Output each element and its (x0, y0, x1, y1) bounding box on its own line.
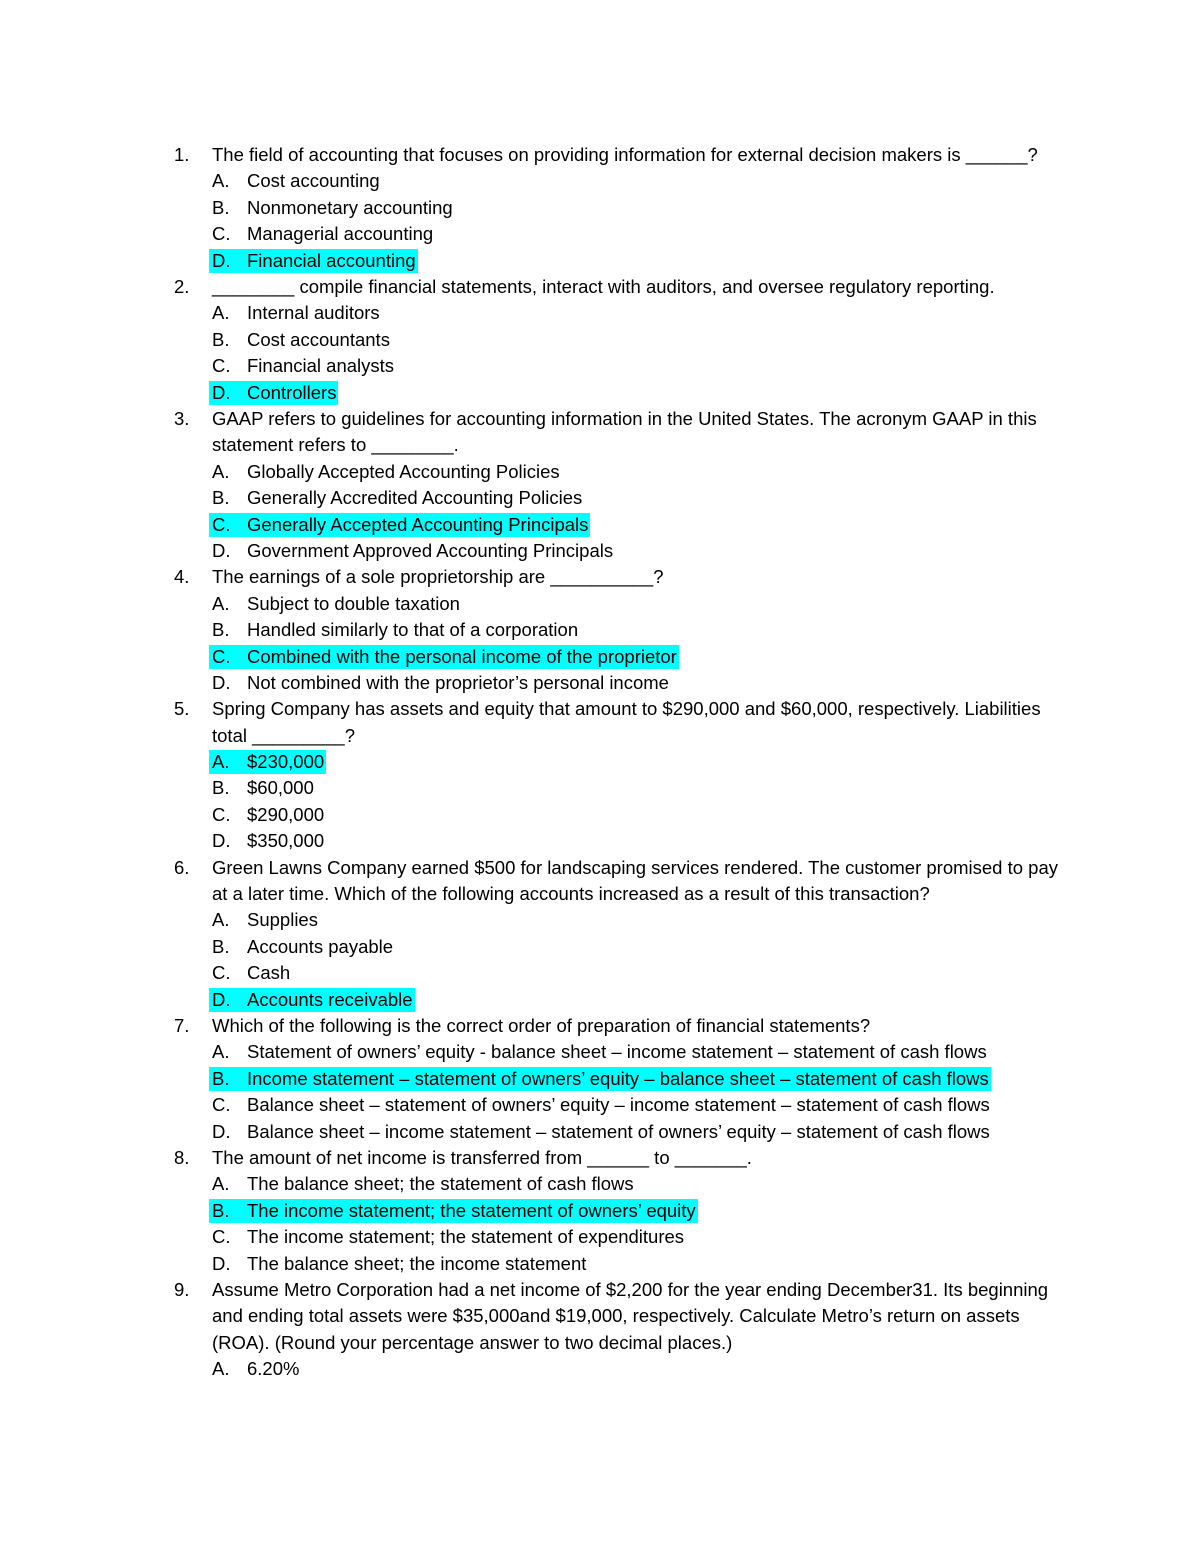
answer-option (0, 1092, 1200, 1118)
option-letter: C. (212, 962, 231, 984)
option-text: $60,000 (247, 777, 314, 799)
option-letter: A. (212, 751, 230, 773)
option-letter: A. (212, 1041, 230, 1063)
question-item (0, 855, 1200, 1013)
option-text: Accounts payable (247, 935, 394, 957)
option-text: Cash (247, 962, 291, 984)
question-stem (0, 1277, 1072, 1356)
option-text: The income statement; the statement of expenditures (247, 1226, 685, 1248)
answer-option (0, 1224, 1200, 1250)
option-letter: B. (212, 777, 230, 799)
question-item (0, 1013, 1200, 1145)
option-text: Managerial accounting (247, 223, 434, 245)
question-text: Assume Metro Corporation had a net income of $2,200 for the year ending December31. Its beginning and ending total assets were $35,000and $19,000, respectively. Calculate Metro’s return on assets (ROA). (Round your percentage answer to two decimal places.) (212, 1278, 1049, 1353)
option-text: $230,000 (247, 751, 325, 773)
question-number: 4. (174, 566, 190, 588)
question-item (0, 1145, 1200, 1277)
option-text: The balance sheet; the income statement (247, 1252, 587, 1274)
answer-options (0, 300, 1200, 406)
answer-options (0, 1171, 1200, 1277)
option-letter: B. (212, 1199, 230, 1221)
option-letter: A. (212, 1358, 230, 1380)
option-text: Government Approved Accounting Principals (247, 539, 614, 561)
option-text: $290,000 (247, 803, 325, 825)
answer-option (0, 195, 1200, 221)
question-number: 9. (174, 1278, 190, 1300)
answer-options (0, 1039, 1200, 1145)
option-text: Cost accounting (247, 170, 380, 192)
option-letter: D. (212, 988, 231, 1010)
question-stem (0, 274, 1072, 300)
answer-option-correct (0, 1198, 1200, 1224)
answer-option-correct (0, 644, 1200, 670)
question-item (0, 1277, 1200, 1383)
answer-option (0, 934, 1200, 960)
option-text: Financial analysts (247, 355, 395, 377)
answer-option (0, 459, 1200, 485)
option-letter: B. (212, 935, 230, 957)
question-stem (0, 564, 1072, 590)
answer-option (0, 828, 1200, 854)
option-text: Internal auditors (247, 302, 380, 324)
option-letter: C. (212, 645, 231, 667)
answer-option (0, 1039, 1200, 1065)
question-text: Green Lawns Company earned $500 for landscaping services rendered. The customer promised to pay at a later time. Which of the following accounts increased as a result of this transaction? (212, 856, 1058, 905)
option-letter: D. (212, 249, 231, 271)
answer-option-correct (0, 248, 1200, 274)
answer-option (0, 353, 1200, 379)
option-letter: B. (212, 487, 230, 509)
question-number: 1. (174, 144, 190, 165)
option-text: Handled similarly to that of a corporation (247, 619, 579, 641)
question-text: The earnings of a sole proprietorship are __________? (212, 566, 664, 588)
question-number: 6. (174, 856, 190, 878)
option-letter: C. (212, 1094, 231, 1116)
question-number: 3. (174, 407, 190, 429)
option-text: The balance sheet; the statement of cash flows (247, 1173, 634, 1195)
option-text: Controllers (247, 381, 337, 403)
option-letter: A. (212, 170, 230, 192)
option-letter: C. (212, 1226, 231, 1248)
option-text: Statement of owners’ equity - balance sheet – income statement – statement of cash flows (247, 1041, 987, 1063)
answer-option (0, 1171, 1200, 1197)
option-text: Cost accountants (247, 328, 390, 350)
question-item (0, 274, 1200, 406)
answer-option (0, 168, 1200, 194)
answer-options (0, 1356, 1200, 1382)
answer-option (0, 538, 1200, 564)
option-letter: A. (212, 592, 230, 614)
question-item (0, 406, 1200, 564)
option-text: Subject to double taxation (247, 592, 460, 614)
answer-option (0, 907, 1200, 933)
question-number: 2. (174, 275, 190, 297)
answer-option (0, 960, 1200, 986)
question-stem (0, 142, 1072, 168)
option-text: $350,000 (247, 830, 325, 852)
option-text: Income statement – statement of owners’ equity – balance sheet – statement of cash flows (247, 1067, 989, 1089)
question-stem (0, 1013, 1072, 1039)
option-letter: B. (212, 196, 230, 218)
option-letter: A. (212, 460, 230, 482)
answer-options (0, 168, 1200, 274)
answer-option-correct (0, 749, 1200, 775)
question-text: The field of accounting that focuses on providing information for external decision makers is ______? (212, 144, 1038, 165)
option-text: Not combined with the proprietor’s personal income (247, 671, 669, 693)
option-text: Supplies (247, 909, 318, 931)
question-stem (0, 1145, 1072, 1171)
question-stem (0, 406, 1072, 459)
question-text: The amount of net income is transferred from ______ to _______. (212, 1147, 752, 1168)
option-letter: A. (212, 1173, 230, 1195)
answer-options (0, 749, 1200, 855)
answer-option (0, 617, 1200, 643)
answer-option-correct (0, 380, 1200, 406)
option-letter: D. (212, 381, 231, 403)
question-text: ________ compile financial statements, interact with auditors, and oversee regulatory reporting. (212, 275, 995, 297)
option-text: Accounts receivable (247, 988, 413, 1010)
question-stem (0, 696, 1072, 749)
answer-option (0, 802, 1200, 828)
answer-option (0, 1119, 1200, 1145)
question-text: Spring Company has assets and equity that amount to $290,000 and $60,000, respectively. Liabilities total _________? (212, 698, 1041, 746)
option-text: Balance sheet – income statement – statement of owners’ equity – statement of cash flows (247, 1120, 990, 1142)
option-letter: B. (212, 1067, 230, 1089)
question-number: 8. (174, 1147, 190, 1168)
question-number: 7. (174, 1015, 190, 1037)
answer-option-correct (0, 987, 1200, 1013)
answer-options (0, 907, 1200, 1013)
option-letter: B. (212, 328, 230, 350)
answer-option (0, 591, 1200, 617)
option-letter: D. (212, 830, 231, 852)
answer-option-correct (0, 1066, 1200, 1092)
option-letter: B. (212, 619, 230, 641)
answer-option (0, 670, 1200, 696)
answer-option (0, 1251, 1200, 1277)
answer-options (0, 459, 1200, 565)
answer-option (0, 300, 1200, 326)
option-letter: A. (212, 909, 230, 931)
question-list (0, 142, 1200, 1383)
question-stem (0, 855, 1072, 908)
answer-option (0, 221, 1200, 247)
option-text: Financial accounting (247, 249, 416, 271)
answer-option (0, 327, 1200, 353)
option-letter: D. (212, 1252, 231, 1274)
option-letter: C. (212, 803, 231, 825)
option-letter: A. (212, 302, 230, 324)
option-text: Nonmonetary accounting (247, 196, 453, 218)
option-text: Generally Accredited Accounting Policies (247, 487, 583, 509)
answer-option-correct (0, 512, 1200, 538)
question-text: Which of the following is the correct order of preparation of financial statements? (212, 1015, 871, 1037)
question-item (0, 142, 1200, 274)
answer-option (0, 1356, 1200, 1382)
option-letter: D. (212, 671, 231, 693)
option-text: Globally Accepted Accounting Policies (247, 460, 560, 482)
option-letter: D. (212, 539, 231, 561)
option-letter: C. (212, 355, 231, 377)
question-item (0, 564, 1200, 696)
option-text: Balance sheet – statement of owners’ equity – income statement – statement of cash flows (247, 1094, 990, 1116)
option-text: Combined with the personal income of the proprietor (247, 645, 677, 667)
option-letter: C. (212, 223, 231, 245)
question-number: 5. (174, 698, 190, 720)
answer-options (0, 591, 1200, 697)
answer-option (0, 485, 1200, 511)
answer-option (0, 775, 1200, 801)
option-letter: C. (212, 513, 231, 535)
option-text: 6.20% (247, 1358, 300, 1380)
question-item (0, 696, 1200, 854)
question-text: GAAP refers to guidelines for accounting information in the United States. The acronym GAAP in this statement refers to ________. (212, 407, 1037, 456)
option-letter: D. (212, 1120, 231, 1142)
option-text: Generally Accepted Accounting Principals (247, 513, 589, 535)
option-text: The income statement; the statement of owners’ equity (247, 1199, 696, 1221)
